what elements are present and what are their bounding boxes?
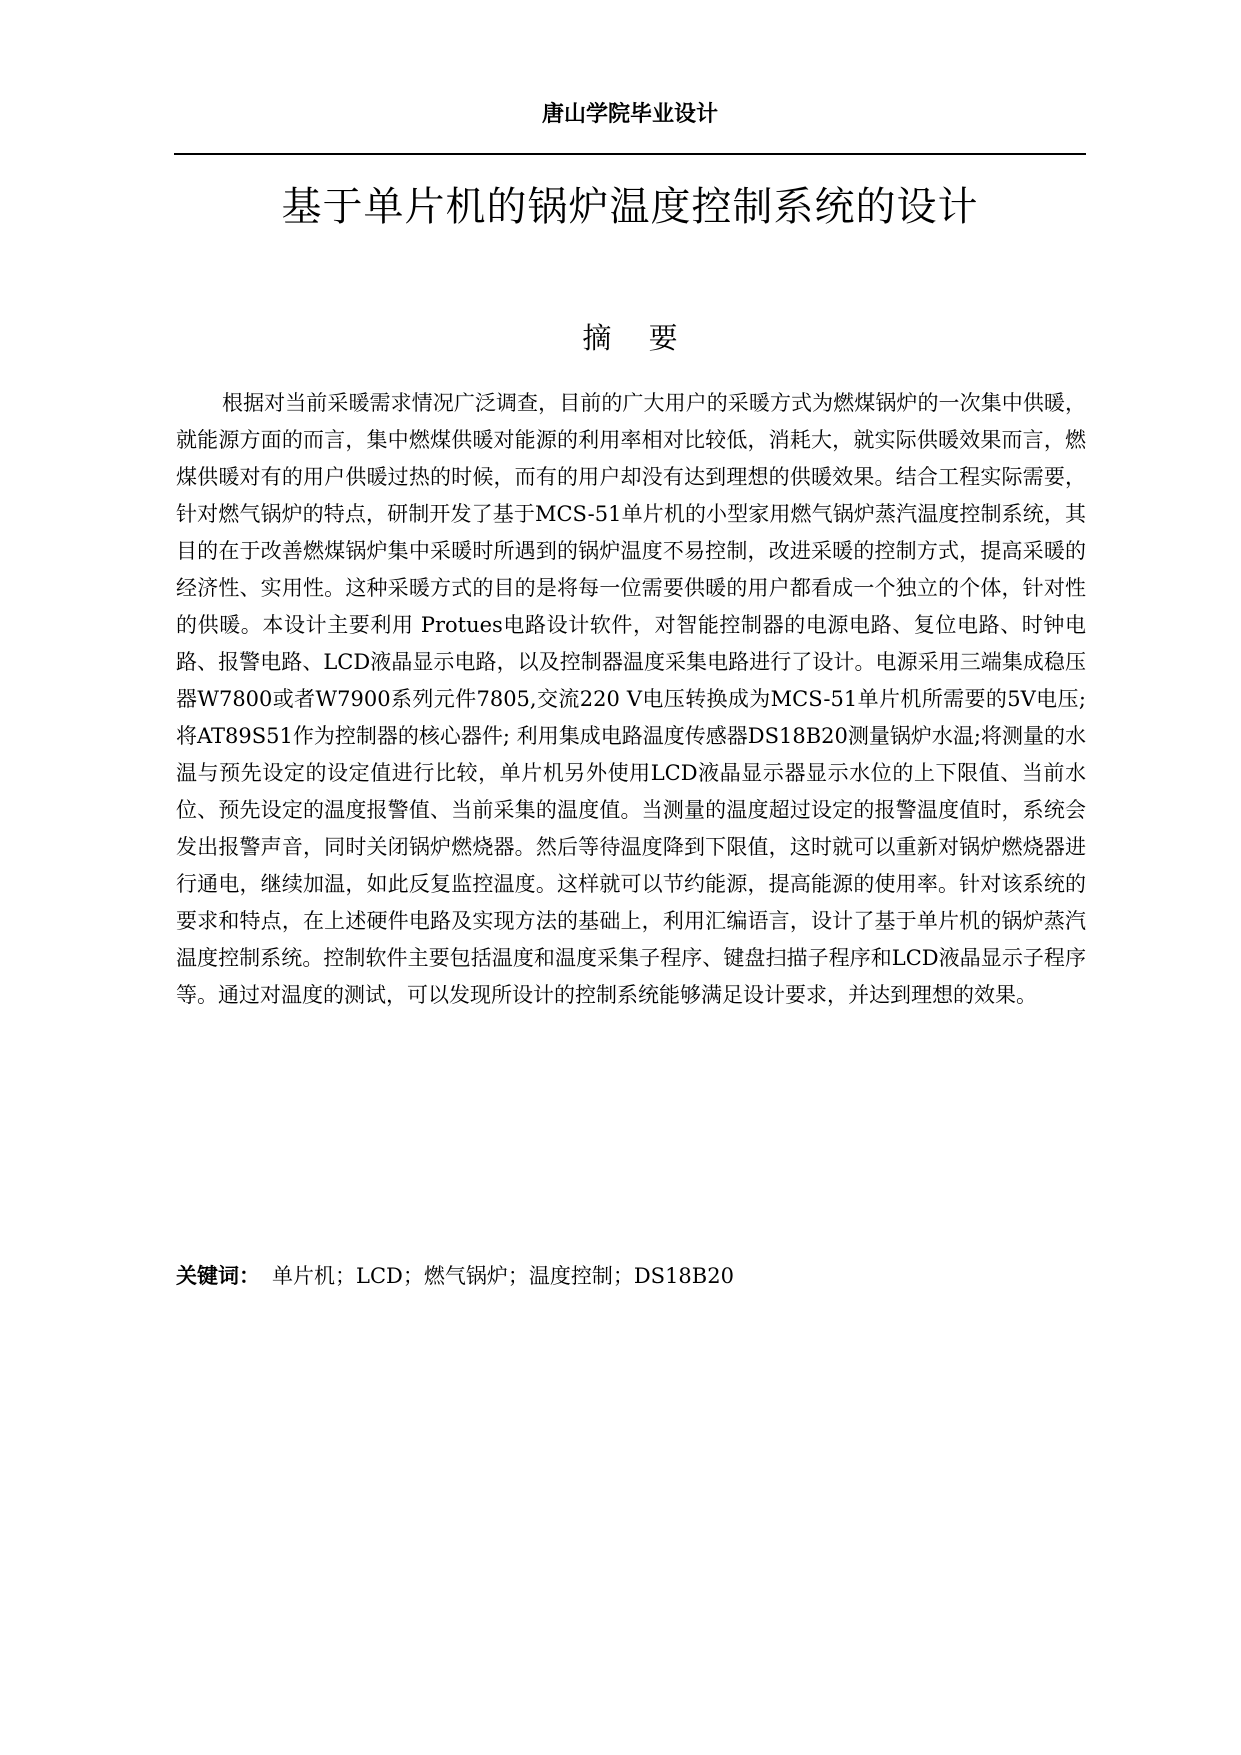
document-title: 基于单片机的锅炉温度控制系统的设计 xyxy=(281,184,979,230)
abstract-body: 根据对当前采暖需求情况广泛调查，目前的广大用户的采暖方式为燃煤锅炉的一次集中供暖，就能源方面的而言，集中燃煤供暖对能源的利用率相对比较低，消耗大，就实际供暖效果而言，燃煤供暖对有的用户供暖过热的时候，而有的用户却没有达到理想的供暖效果。结合工程实际需要，针对燃气锅炉的特点，研制开发了基于MCS-51单片机的小型家用燃气锅炉蒸汽温度控制系统，其目的在于改善燃煤锅炉集中采暖时所遇到的锅炉温度不易控制，改进采暖的控制方式，提高采暖的经济性、实用性。这种采暖方式的目的是将每一位需要供暖的用户都看成一个独立的个体，针对性的供暖。本设计主要利用 Protues电路设计软件，对智能控制器的电源电路、复位电路、时钟电路、报警电路、LCD液晶显示电路，以及控制器温度采集电路进行了设计。电源采用三端集成稳压器W7800或者W7900系列元件7805,交流220 V电压转换成为MCS-51单片机所需要的5V电压; 将AT89S51作为控制器的核心器件; 利用集成电路温度传感器DS18B20测量锅炉水温;将测量的水温与预先设定的设定值进行比较，单片机另外使用LCD液晶显示器显示水位的上下限值、当前水位、预先设定的温度报警值、当前采集的温度值。当测量的温度超过设定的报警温度值时，系统会发出报警声音，同时关闭锅炉燃烧器。然后等待温度降到下限值，这时就可以重新对锅炉燃烧器进行通电，继续加温，如此反复监控温度。这样就可以节约能源，提高能源的使用率。针对该系统的要求和特点，在上述硬件电路及实现方法的基础上，利用汇编语言，设计了基于单片机的锅炉蒸汽温度控制系统。控制软件主要包括温度和温度采集子程序、键盘扫描子程序和LCD液晶显示子程序等。通过对温度的测试，可以发现所设计的控制系统能够满足设计要求，并达到理想的效果。 xyxy=(176,391,1086,1007)
keywords-label: 关键词： xyxy=(176,1264,260,1288)
keywords-line xyxy=(176,1258,1086,1295)
abstract-heading: 摘 要 xyxy=(582,321,692,355)
keywords-text: 单片机；LCD；燃气锅炉；温度控制；DS18B20 xyxy=(272,1264,734,1288)
header-rule xyxy=(174,153,1086,155)
running-header: 唐山学院毕业设计 xyxy=(541,102,718,127)
